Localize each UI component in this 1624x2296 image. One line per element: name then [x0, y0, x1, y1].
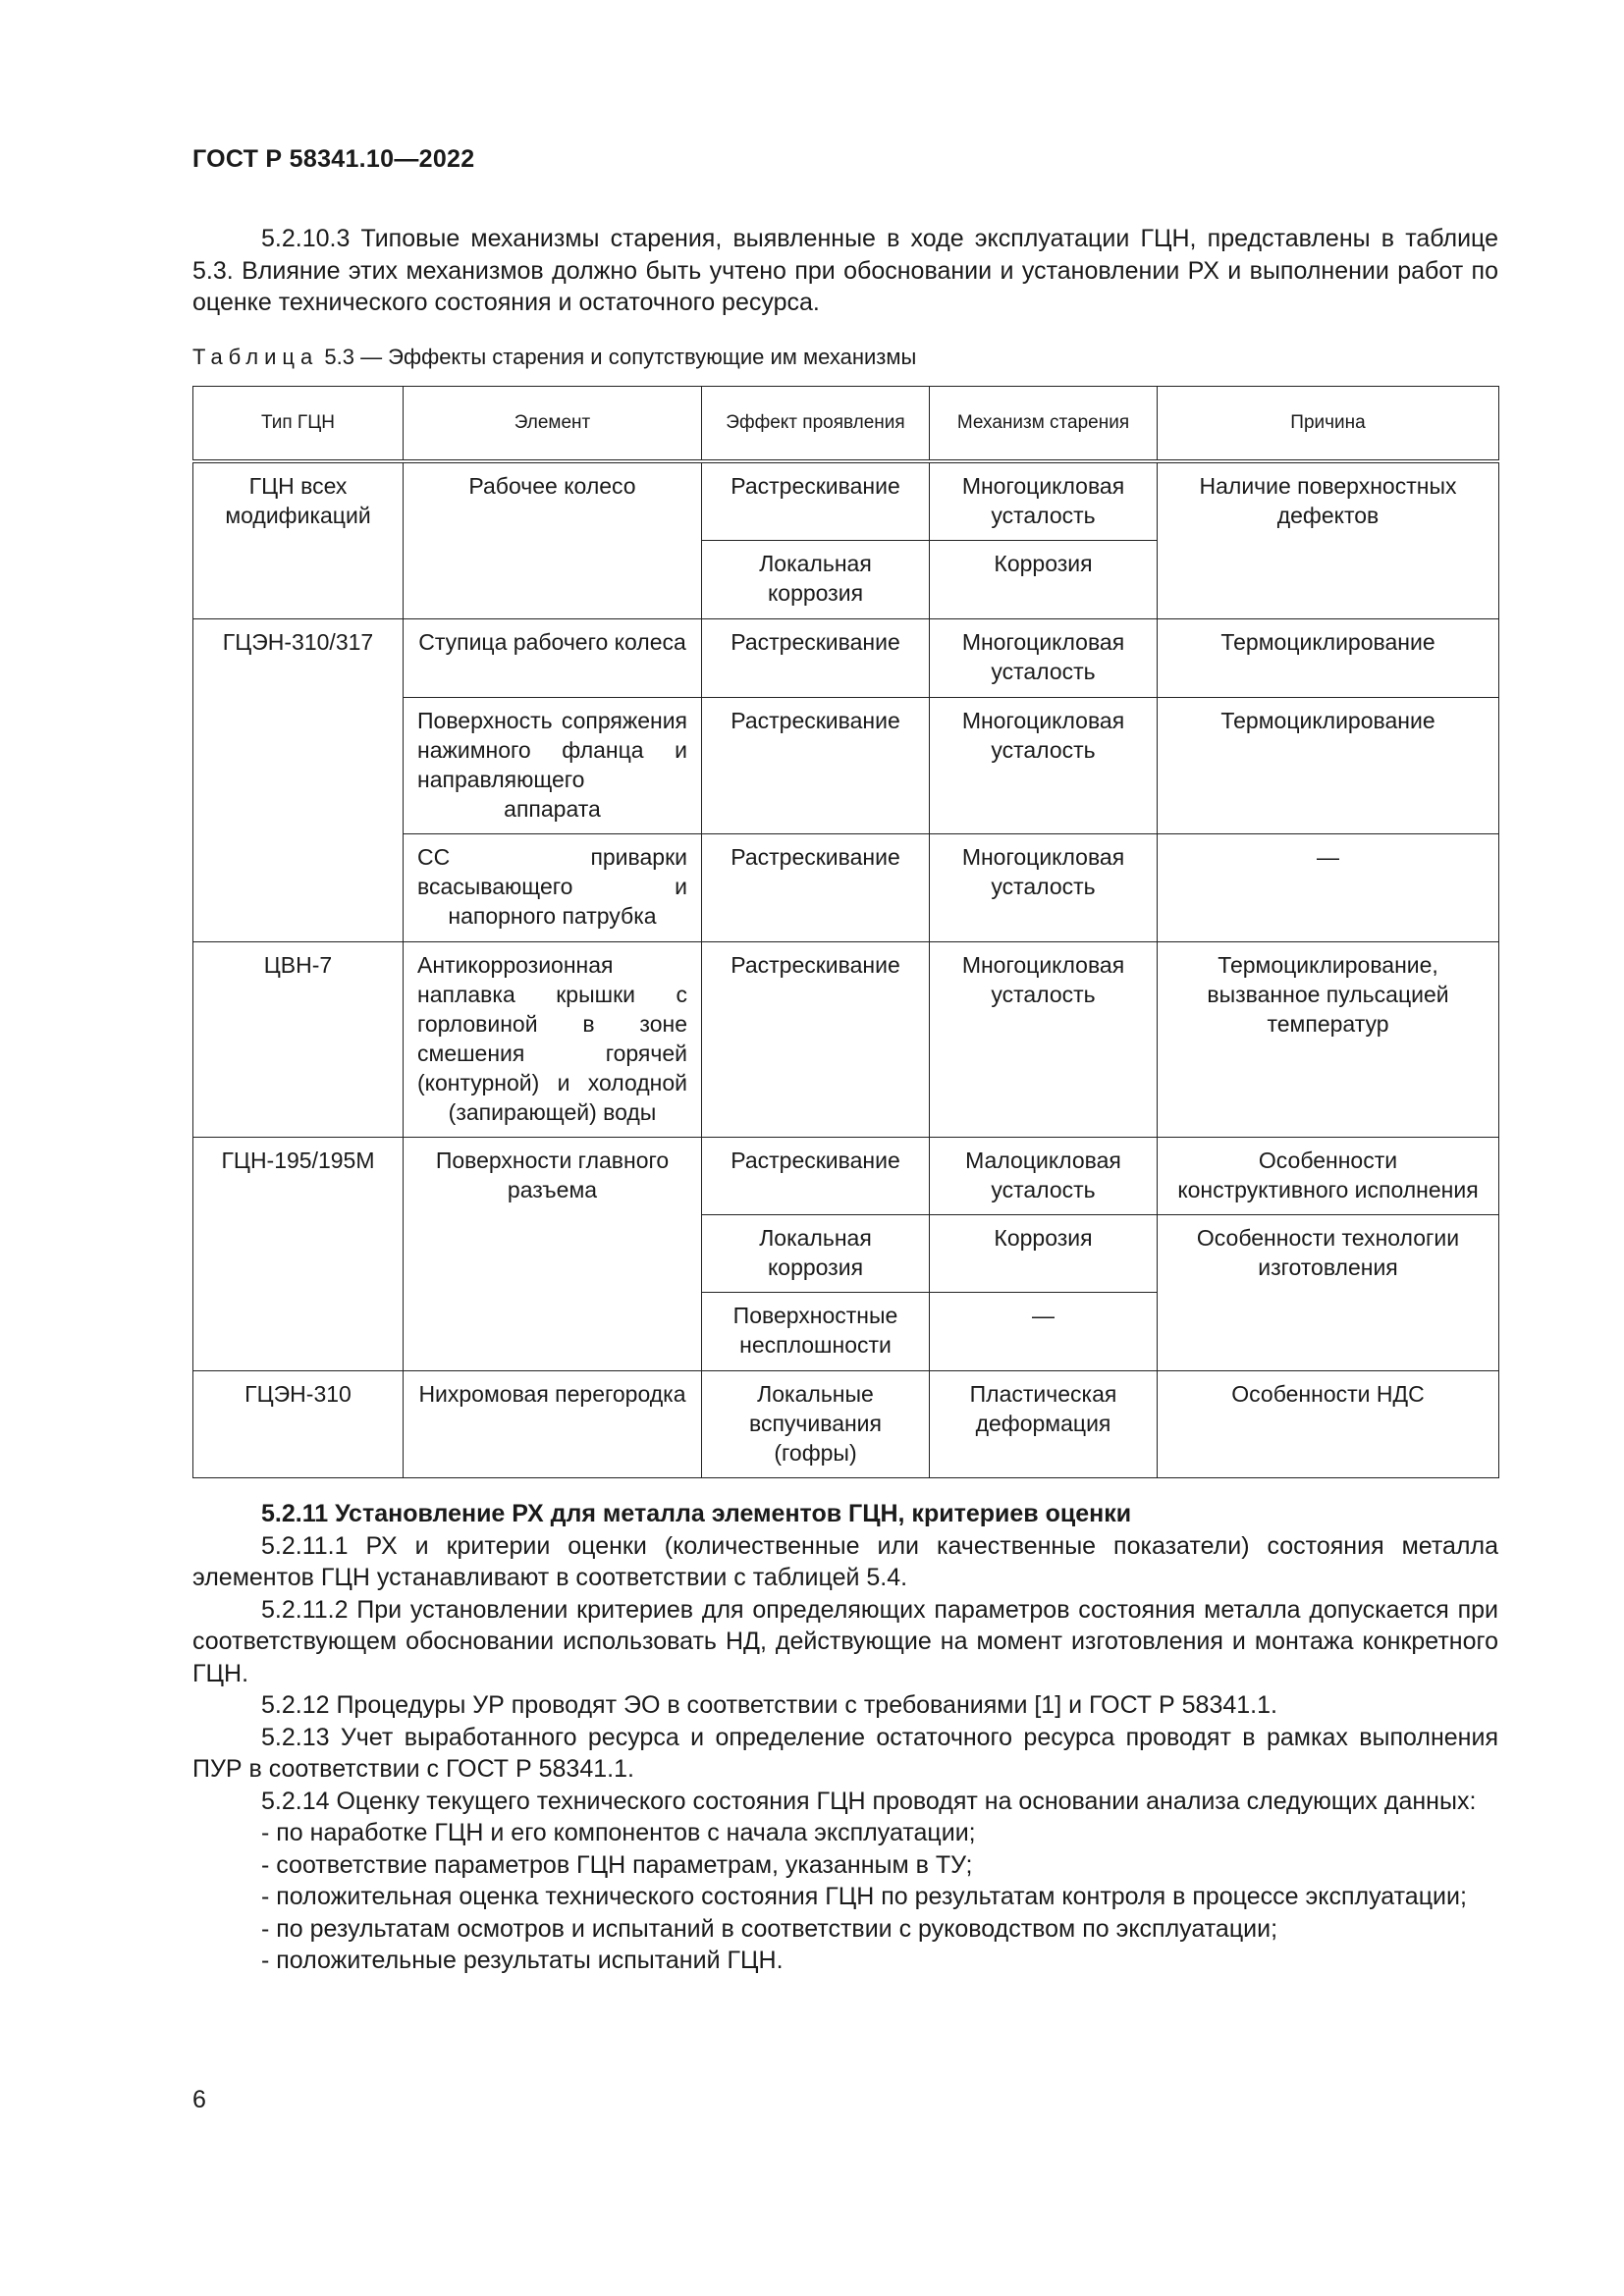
- mechanism-cell: Пластическая деформация: [930, 1371, 1158, 1478]
- cause-cell: Термоциклирование, вызванное пульсацией температур: [1158, 942, 1499, 1138]
- element-cell: СС приварки всасывающего и напорного патрубка: [404, 834, 702, 942]
- table-row: [193, 461, 1499, 541]
- table-row: [193, 1138, 1499, 1215]
- table-caption-label: Таблица: [192, 345, 319, 369]
- list-item: - соответствие параметров ГЦН параметрам, указанным в ТУ;: [261, 1850, 973, 1879]
- cause-cell: Особенности технологии изготовления: [1158, 1215, 1499, 1371]
- cause-cell: —: [1158, 834, 1499, 942]
- pump-type-cell: ГЦН всех модификаций: [193, 461, 404, 619]
- pump-type-cell: ГЦН-195/195М: [193, 1138, 404, 1371]
- cause-cell: Особенности НДС: [1158, 1371, 1499, 1478]
- effect-cell: Растрескивание: [702, 942, 930, 1138]
- page-number: 6: [192, 2086, 206, 2113]
- mechanism-cell: Коррозия: [930, 541, 1158, 619]
- mechanism-cell: Коррозия: [930, 1215, 1158, 1293]
- table-caption-text: 5.3 — Эффекты старения и сопутствующие им механизмы: [318, 345, 917, 369]
- column-header: Элемент: [404, 387, 702, 462]
- list-item: - положительная оценка технического состояния ГЦН по результатам контроля в процессе эксплуатации;: [261, 1883, 1467, 1910]
- section-5-2-11: [192, 1498, 1498, 1977]
- table-row: [193, 619, 1499, 698]
- effect-cell: Растрескивание: [702, 834, 930, 942]
- mechanism-cell: Многоцикловая усталость: [930, 619, 1158, 698]
- cause-cell: Термоциклирование: [1158, 619, 1499, 698]
- list-item: - по результатам осмотров и испытаний в соответствии с руководством по эксплуатации;: [261, 1914, 1278, 1943]
- column-header: Механизм старения: [930, 387, 1158, 462]
- element-cell: Поверхности главного разъема: [404, 1138, 702, 1371]
- effect-cell: Растрескивание: [702, 698, 930, 834]
- list-item: - положительные результаты испытаний ГЦН.: [261, 1947, 784, 1974]
- mechanism-cell: —: [930, 1293, 1158, 1371]
- column-header: Причина: [1158, 387, 1499, 462]
- paragraph: 5.2.14 Оценку текущего технического состояния ГЦН проводят на основании анализа следующих данных:: [261, 1787, 1477, 1815]
- mechanism-cell: Многоцикловая усталость: [930, 834, 1158, 942]
- effect-cell: Растрескивание: [702, 619, 930, 698]
- column-header: Тип ГЦН: [193, 387, 404, 462]
- effect-cell: Локальные вспучивания (гофры): [702, 1371, 930, 1478]
- table-header-row: [193, 387, 1499, 462]
- paragraph: 5.2.11.2 При установлении критериев для определяющих параметров состояния металла допускается при соответствующем обосновании использовать НД, действующие на момент изготовления и монтажа конкретного ГЦН.: [192, 1595, 1498, 1687]
- element-cell: Рабочее колесо: [404, 461, 702, 619]
- element-cell: Нихромовая перегородка: [404, 1371, 702, 1478]
- pump-type-cell: ГЦЭН-310: [193, 1371, 404, 1478]
- table-row: [193, 942, 1499, 1138]
- aging-effects-table: [192, 386, 1499, 1478]
- effect-cell: Локальная коррозия: [702, 541, 930, 619]
- mechanism-cell: Многоцикловая усталость: [930, 461, 1158, 541]
- pump-type-cell: ГЦЭН-310/317: [193, 619, 404, 942]
- document-header: ГОСТ Р 58341.10—2022: [192, 145, 475, 173]
- section-heading: 5.2.11 Установление РХ для металла элементов ГЦН, критериев оценки: [261, 1500, 1132, 1527]
- table-caption: [192, 345, 916, 370]
- table-row: [193, 1371, 1499, 1478]
- element-cell: Ступица рабочего колеса: [404, 619, 702, 698]
- mechanism-cell: Малоцикловая усталость: [930, 1138, 1158, 1215]
- effect-cell: Локальная коррозия: [702, 1215, 930, 1293]
- effect-cell: Растрескивание: [702, 461, 930, 541]
- pump-type-cell: ЦВН-7: [193, 942, 404, 1138]
- cause-cell: Особенности конструктивного исполнения: [1158, 1138, 1499, 1215]
- paragraph: 5.2.13 Учет выработанного ресурса и определение остаточного ресурса проводят в рамках выполнения ПУР в соответствии с ГОСТ Р 58341.1.: [192, 1723, 1498, 1783]
- mechanism-cell: Многоцикловая усталость: [930, 698, 1158, 834]
- paragraph: 5.2.12 Процедуры УР проводят ЭО в соответствии с требованиями [1] и ГОСТ Р 58341.1.: [261, 1691, 1277, 1719]
- effect-cell: Поверхностные несплошности: [702, 1293, 930, 1371]
- element-cell: Поверхность сопряжения нажимного фланца и направляющего аппарата: [404, 698, 702, 834]
- cause-cell: Наличие поверхностных дефектов: [1158, 461, 1499, 619]
- mechanism-cell: Многоцикловая усталость: [930, 942, 1158, 1138]
- cause-cell: Термоциклирование: [1158, 698, 1499, 834]
- effect-cell: Растрескивание: [702, 1138, 930, 1215]
- column-header: Эффект проявления: [702, 387, 930, 462]
- intro-paragraph: 5.2.10.3 Типовые механизмы старения, выявленные в ходе эксплуатации ГЦН, представлены в таблице 5.3. Влияние этих механизмов должно быть учтено при обосновании и установлении РХ и выполнении работ по оценке технического состояния и остаточного ресурса.: [192, 225, 1498, 316]
- list-item: - по наработке ГЦН и его компонентов с начала эксплуатации;: [261, 1819, 976, 1846]
- element-cell: Антикоррозионная наплавка крышки с горловиной в зоне смешения горячей (контурной) и холодной (запирающей) воды: [404, 942, 702, 1138]
- paragraph: 5.2.11.1 РХ и критерии оценки (количественные или качественные показатели) состояния металла элементов ГЦН устанавливают в соответствии с таблицей 5.4.: [192, 1531, 1498, 1591]
